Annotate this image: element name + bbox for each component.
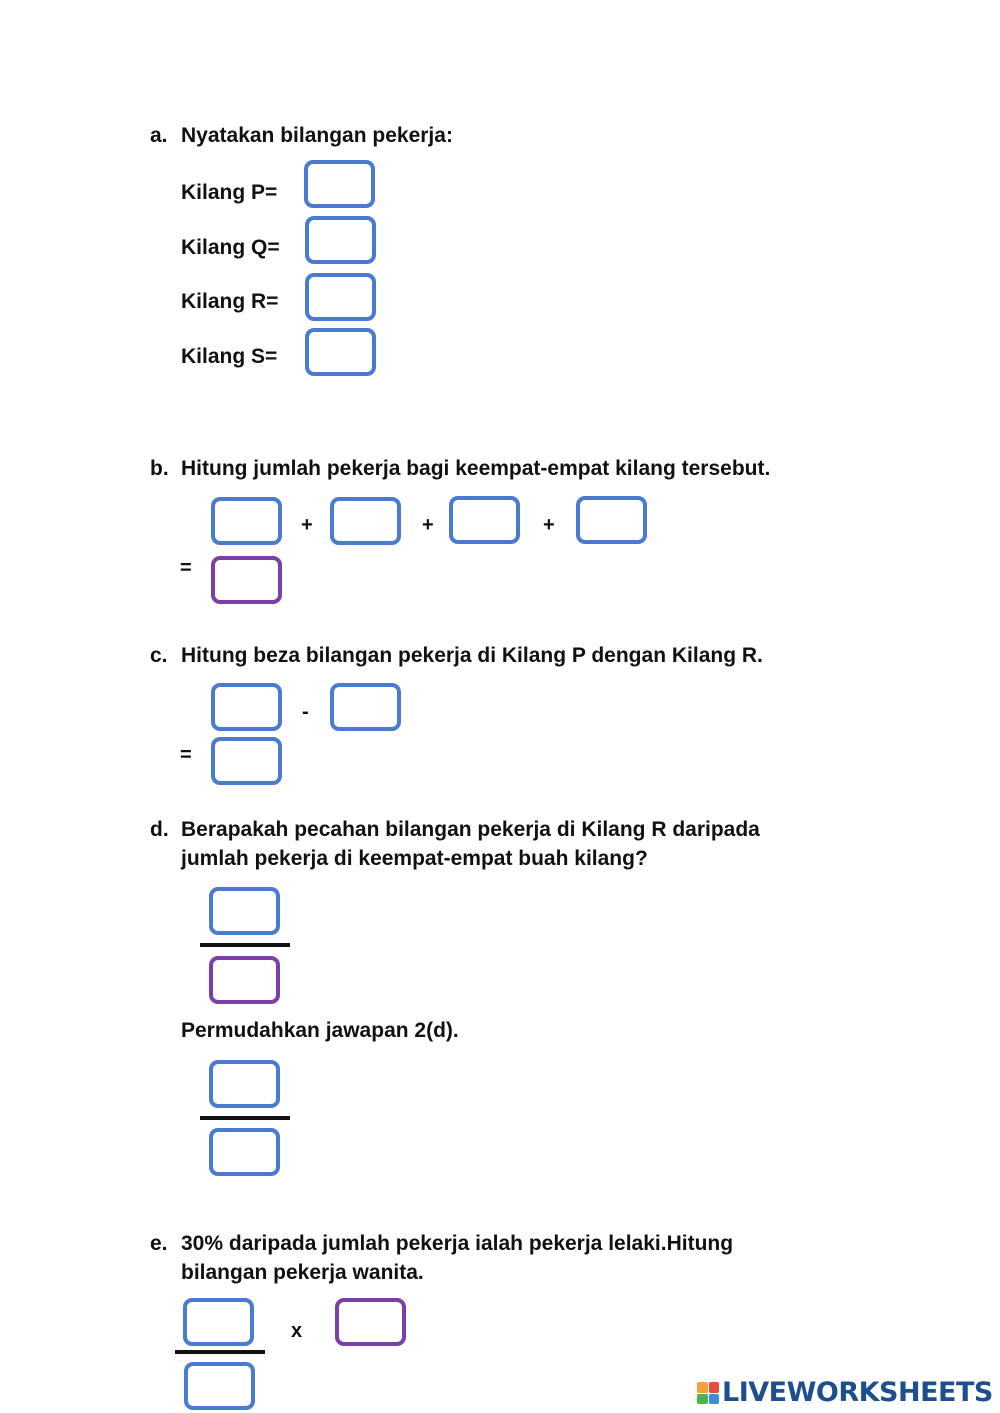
question-c-letter: c.	[150, 644, 168, 667]
simplify-instruction: Permudahkan jawapan 2(d).	[181, 1019, 459, 1042]
kilang-p-input[interactable]	[304, 160, 375, 208]
question-c-text: Hitung beza bilangan pekerja di Kilang P dengan Kilang R.	[181, 644, 763, 667]
simplified-numerator-input[interactable]	[209, 1060, 280, 1108]
sum-input-1[interactable]	[211, 497, 282, 545]
diff-result-input[interactable]	[211, 737, 282, 785]
question-a-text: Nyatakan bilangan pekerja:	[181, 124, 453, 147]
fraction-numerator-input[interactable]	[209, 887, 280, 935]
kilang-s-label: Kilang S=	[181, 345, 278, 368]
minus-sign: -	[302, 701, 309, 723]
plus-sign: +	[301, 514, 313, 536]
fraction-bar	[200, 943, 290, 947]
kilang-r-input[interactable]	[305, 273, 376, 321]
plus-sign: +	[422, 514, 434, 536]
kilang-q-input[interactable]	[305, 216, 376, 264]
fraction-denominator-input[interactable]	[209, 956, 280, 1004]
question-e-line2: bilangan pekerja wanita.	[181, 1261, 424, 1284]
times-sign: x	[291, 1320, 303, 1342]
fraction-bar	[200, 1116, 290, 1120]
percent-numerator-input[interactable]	[183, 1298, 254, 1346]
diff-input-1[interactable]	[211, 683, 282, 731]
question-a-letter: a.	[150, 124, 168, 147]
sum-input-2[interactable]	[330, 497, 401, 545]
fraction-bar	[175, 1350, 265, 1354]
question-d-line1: Berapakah pecahan bilangan pekerja di Kilang R daripada	[181, 818, 760, 841]
equals-sign: =	[180, 744, 192, 766]
simplified-denominator-input[interactable]	[209, 1128, 280, 1176]
brand-text: LIVEWORKSHEETS	[722, 1377, 993, 1408]
liveworksheets-logo	[697, 1377, 993, 1409]
sum-input-4[interactable]	[576, 496, 647, 544]
kilang-r-label: Kilang R=	[181, 290, 279, 313]
equals-sign: =	[180, 557, 192, 579]
percent-denominator-input[interactable]	[184, 1362, 255, 1410]
question-b-letter: b.	[150, 457, 169, 480]
kilang-q-label: Kilang Q=	[181, 236, 280, 259]
question-b-text: Hitung jumlah pekerja bagi keempat-empat kilang tersebut.	[181, 457, 771, 480]
question-d-line2: jumlah pekerja di keempat-empat buah kilang?	[181, 847, 648, 870]
logo-grid-icon	[697, 1382, 719, 1404]
question-e-letter: e.	[150, 1232, 168, 1255]
kilang-s-input[interactable]	[305, 328, 376, 376]
multiplier-input[interactable]	[335, 1298, 406, 1346]
question-e-line1: 30% daripada jumlah pekerja ialah pekerja lelaki.Hitung	[181, 1232, 734, 1255]
kilang-p-label: Kilang P=	[181, 181, 278, 204]
question-d-letter: d.	[150, 818, 169, 841]
plus-sign: +	[543, 514, 555, 536]
sum-input-3[interactable]	[449, 496, 520, 544]
sum-total-input[interactable]	[211, 556, 282, 604]
diff-input-2[interactable]	[330, 683, 401, 731]
